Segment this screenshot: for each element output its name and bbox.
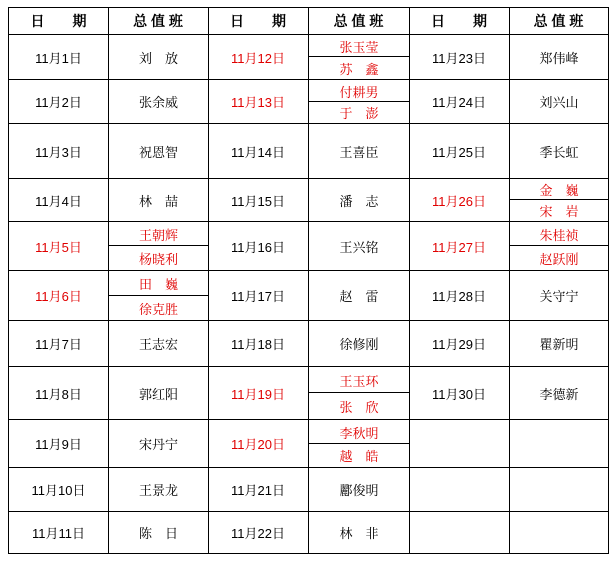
- duty-name: 王玉环: [339, 373, 379, 389]
- duty-name: 林 喆: [138, 193, 178, 209]
- date-cell: 11月22日: [231, 526, 285, 541]
- duty-split-line: [109, 245, 208, 246]
- duty-split-line: [109, 295, 208, 296]
- date-cell: 11月3日: [35, 144, 82, 160]
- date-cell: 11月27日: [432, 239, 486, 255]
- duty-name: 李德新: [539, 386, 579, 402]
- duty-name: 越 皓: [339, 449, 379, 464]
- date-cell: 11月11日: [32, 526, 85, 541]
- duty-name: 郭红阳: [138, 386, 178, 402]
- header-duty: 总 值 班: [533, 13, 584, 29]
- duty-name: 郑伟峰: [539, 50, 579, 66]
- date-cell: 11月6日: [35, 289, 82, 304]
- date-cell: 11月9日: [35, 437, 82, 452]
- duty-name: 李秋明: [339, 425, 379, 441]
- duty-name: 林 非: [339, 526, 379, 541]
- duty-split-line: [309, 392, 409, 393]
- date-cell: 11月7日: [35, 337, 82, 352]
- duty-name: 赵 雷: [339, 289, 379, 304]
- duty-split-line: [309, 101, 409, 102]
- date-cell: 11月21日: [231, 483, 285, 498]
- duty-name: 宋 岩: [539, 204, 579, 219]
- date-cell: 11月14日: [231, 144, 285, 160]
- duty-split-line: [309, 56, 409, 57]
- duty-name: 王朝辉: [138, 227, 178, 243]
- header-date: 日 期: [30, 13, 87, 29]
- duty-name: 关守宁: [539, 289, 579, 304]
- duty-name: 杨晓利: [138, 251, 178, 267]
- date-cell: 11月18日: [231, 337, 285, 352]
- duty-name: 王志宏: [138, 337, 178, 352]
- duty-roster-table: [8, 7, 609, 554]
- duty-name: 刘兴山: [539, 95, 579, 110]
- date-cell: 11月24日: [432, 95, 486, 110]
- duty-name: 王喜臣: [339, 144, 379, 160]
- date-cell: 11月4日: [35, 193, 82, 209]
- date-cell: 11月25日: [432, 144, 486, 160]
- duty-name: 付耕男: [339, 84, 379, 100]
- header-duty: 总 值 班: [133, 13, 183, 29]
- duty-name: 宋丹宁: [138, 437, 178, 452]
- duty-name: 田 巍: [138, 277, 178, 292]
- duty-name: 王景龙: [138, 483, 178, 498]
- duty-name: 潘 志: [339, 193, 379, 209]
- date-cell: 11月1日: [35, 50, 82, 66]
- date-cell: 11月8日: [35, 386, 82, 402]
- date-cell: 11月5日: [35, 239, 82, 255]
- duty-split-line: [309, 443, 409, 444]
- duty-name: 张玉莹: [339, 39, 379, 55]
- date-cell: 11月20日: [231, 437, 285, 452]
- date-cell: 11月26日: [432, 193, 486, 209]
- duty-split-line: [510, 199, 608, 200]
- duty-name: 徐克胜: [138, 301, 178, 317]
- date-cell: 11月17日: [231, 289, 285, 304]
- date-cell: 11月13日: [231, 95, 285, 110]
- duty-name: 赵跃刚: [539, 251, 579, 267]
- duty-name: 苏 鑫: [339, 61, 379, 77]
- date-cell: 11月10日: [31, 483, 86, 498]
- duty-split-line: [510, 245, 608, 246]
- duty-name: 于 澎: [339, 106, 379, 121]
- duty-name: 张余威: [138, 95, 178, 110]
- header-duty: 总 值 班: [333, 13, 384, 29]
- date-cell: 11月30日: [432, 386, 486, 402]
- duty-name: 王兴铭: [339, 239, 379, 255]
- duty-name: 金 巍: [539, 183, 579, 198]
- date-cell: 11月29日: [432, 337, 486, 352]
- date-cell: 11月16日: [231, 239, 285, 255]
- duty-name: 张 欣: [339, 399, 379, 415]
- duty-name: 祝恩智: [138, 144, 178, 160]
- date-cell: 11月12日: [231, 50, 285, 66]
- duty-name: 刘 放: [138, 50, 178, 66]
- duty-name: 徐修刚: [339, 337, 379, 352]
- date-cell: 11月23日: [432, 50, 486, 66]
- duty-name: 酈俊明: [339, 483, 379, 498]
- duty-name: 季长虹: [539, 144, 579, 160]
- date-cell: 11月28日: [432, 289, 486, 304]
- duty-name: 朱桂祯: [539, 227, 579, 243]
- duty-name: 陈 日: [138, 526, 178, 541]
- duty-name: 瞿新明: [539, 337, 579, 352]
- date-cell: 11月19日: [231, 386, 285, 402]
- header-date: 日 期: [230, 13, 286, 29]
- header-date: 日 期: [431, 13, 487, 29]
- date-cell: 11月15日: [231, 193, 285, 209]
- date-cell: 11月2日: [35, 95, 82, 110]
